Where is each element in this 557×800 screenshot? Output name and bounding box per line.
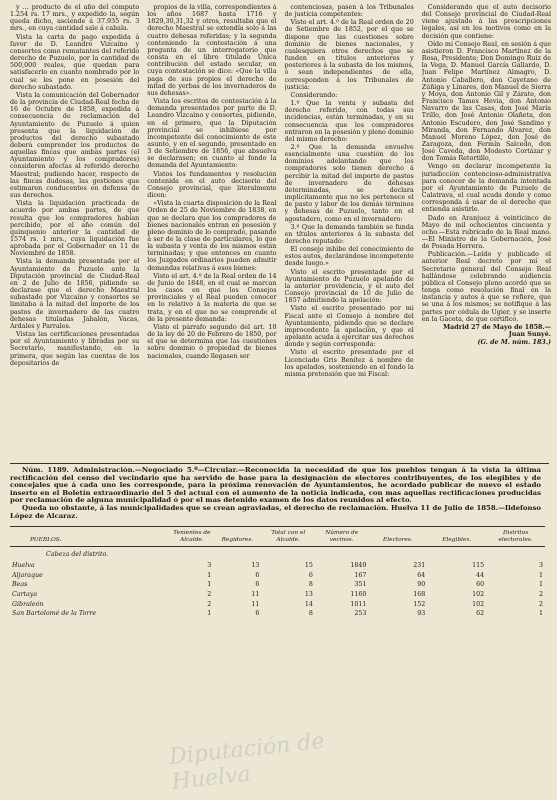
col-header-total: Total con el Alcalde. xyxy=(261,527,315,547)
paragraph: «Vista la cuarta disposición de la Real Orden de 25 de Noviembre de 1838, en que se declara que los compradores de bienes nacionales entran en posesión y pleno dominio de lo comprado, pasando á ser de la clase de particulares, lo que la subasta y venta de los mismos están terminadas; y que entonces en cuanto los Juzgados ordinarios pueden admitir demandas relativas á esos bienes: xyxy=(147,200,277,272)
value-cell: 1 xyxy=(538,571,543,579)
value-cell: 13 xyxy=(251,562,260,570)
pueblo-name-cell: Cartaya xyxy=(12,591,38,599)
paragraph: Vista la carta de pago expedida á favor de D. Leandro Vizcaíno y consortes como rematantes del referido derecho de Puzuelo, por la cantidad de 500,000 reales, que quedan para satisfacerlo en cuanto nombrado por lo cual se les pone en posesión del derecho subastado. xyxy=(10,33,140,91)
gazette-reference: (G. de M. núm. 183.) xyxy=(477,339,551,347)
value-cell: 1 xyxy=(207,571,212,579)
value-cell: 8 xyxy=(308,581,313,589)
paragraph: 1.º Que la venta y subasta del derecho referido, con todas sus incidencias, están terminadas, y en su consecuencia que los compradores entraron en la posesión y pleno dominio del mismo derecho: xyxy=(284,100,414,143)
decree-columns xyxy=(10,4,551,461)
value-cell: 6 xyxy=(255,610,260,618)
pueblo-name-cell: Beas xyxy=(12,581,28,589)
paragraph: Vista los escritos de contestación á la demanda presentados por parte de D. Leandro Vizcaíno y consortes, pidiendo, en el primero, que la Diputación provincial se inhibiese por incompetente del conocimiento de este asunto, y en el segundo, presentado en 3 de Setiembre de 1856, que absuelva se declarasen; en cuanto al fondo la demanda del Ayuntamiento: xyxy=(147,98,277,170)
value-cell: 1 xyxy=(538,610,543,618)
col-header-regidores: Regidores. xyxy=(213,527,261,547)
value-cell: 6 xyxy=(255,571,260,579)
value-cell: 1 xyxy=(207,581,212,589)
value-cell: 2 xyxy=(538,600,543,608)
value-cell: 6 xyxy=(255,581,260,589)
paragraph: 2.º Que la demanda envuelve esencialmente una cuestión de los dominios adelantando que los compradores solo tienen derecho á percibir la mitad del importe de pastos de invernadero de dehesas determinadas, se declara implícitamente que no les pertenece el de pasto y labor de los demás términos y dehesas de Puzuelo, tanto en el agostadero, como en el invernadero: xyxy=(284,143,414,223)
paragraph: y ... producto de el año del cómputo 1.254 rs. 17 mrs., y expedido la, según queda dicho, asciende á 37.935 rs. 3 mrs., en cuya cantidad sale á cabala. xyxy=(10,4,140,33)
column-3 xyxy=(285,4,414,461)
paragraph: propios de la villa, correspondientes á los años 1687 hasta 1716 y 1829,30,31,32 y otros, resultaba que el derecho Maestral se extendía solo á las cuatro dehesas referidas; y la segunda conteniendo la contestación á una pregunta de un interrogatorio que consta en el libro titulado Única contribución del estado secular, en cuya contestación se dice: «Que la villa paga de sus propios el derecho de mitad de yerbas de los invernaderos de sus dehesas». xyxy=(147,4,277,97)
value-cell: 64 xyxy=(417,571,426,579)
value-cell: 1 xyxy=(207,610,212,618)
value-cell: 62 xyxy=(476,610,485,618)
value-cell: 102 xyxy=(472,600,485,608)
paragraph: Vistas las certificaciones presentadas por el Ayuntamiento y libradas por su Secretario, manifestando, en la primera, que según las cuentas de los depositarios de xyxy=(10,331,140,367)
value-cell: 167 xyxy=(354,571,367,579)
value-cell: 14 xyxy=(304,600,313,608)
value-cell: 1011 xyxy=(350,600,367,608)
paragraph: Publicación.—Leído y publicado el anterior Real decreto por mí el Secretario general del Consejo Real hallándose celebrando audiencia pública el Consejo pleno acordó que se tenga como resolución final en la instancia y autos á que se refiere, que se una á los mismos; se notifique á las partes por cédula de Ugier, y se inserte en la Gaceta, de que certifico. xyxy=(421,251,551,323)
pueblo-name-cell: Aljaraque xyxy=(12,571,43,579)
column-1 xyxy=(10,4,139,461)
archive-watermark: Diputación de Huelva xyxy=(168,728,326,795)
value-cell: 253 xyxy=(354,610,367,618)
paragraph: contenciosas, pasen á los Tribunales de justicia competentes: xyxy=(284,4,414,19)
pueblo-name-cell: San Bartolomé de la Torre xyxy=(12,610,97,618)
table-row xyxy=(10,561,545,571)
value-cell: 152 xyxy=(413,600,426,608)
value-cell: 60 xyxy=(476,581,485,589)
table-row xyxy=(10,590,545,600)
paragraph: Considerando: xyxy=(290,91,338,99)
paragraph: El consejo inhibe del conocimiento de estos autos, declarándose incompetente desde luego.» xyxy=(284,246,414,268)
paragraph: Visto el art. 4.º de la Real orden de 20 de Setiembre de 1852, por el que se dispone que las cuestiones sobre dominio de bienes nacionales, y cualesquiera otros derechos que se funden en títulos anteriores y posteriores á la subasta de los mismos, ó sean independientes de ella, corresponden á los Tribunales de justicia: xyxy=(284,19,414,91)
paragraph: Dado en Aranjuez á veinticinco de Mayo de mil ochocientos cincuenta y ocho.—Está rubricado de la Real mano.—El Ministro de la Gobernación, José de Posada Herrera. xyxy=(421,214,551,251)
value-cell: 115 xyxy=(472,562,485,570)
value-cell: 2 xyxy=(207,600,212,608)
col-header-vecinos: Número de vecinos. xyxy=(315,527,369,547)
value-cell: 15 xyxy=(304,562,313,570)
value-cell: 44 xyxy=(476,571,485,579)
value-cell: 1160 xyxy=(350,591,367,599)
paragraph: Visto el escrito presentado por mi Fiscal ante el Consejo á nombre del Ayuntamiento, pidiendo que se declare improcedente la apelación, y que el apelante acuda á ejercitar sus derechos donde y según corresponda: xyxy=(284,305,414,349)
col-header-electores: Electores. xyxy=(368,527,427,547)
signature-line: Madrid 27 de Mayo de 1858.—Juan Sunyé. xyxy=(443,323,551,339)
column-4 xyxy=(422,4,551,461)
paragraph: Visto el escrito presentado por el Ayuntamiento de Puzuelo apelando de la anterior providencia, y el auto del Consejo provincial de 10 de Julio de 1857 admitiendo la apelación: xyxy=(284,268,414,305)
section-label: Cabeza del distrito. xyxy=(46,550,109,558)
paragraph: 3.º Que la demanda también se funda en títulos anteriores á la subasta del derecho reputado: xyxy=(284,223,414,245)
paragraph: Visto el art. 4.º de la Real orden de 14 de Junio de 1848, en el cual se marcan los casos en que los Consejos provinciales y el Real pueden conocer en lo relativo á la materia de que se trata, y en el que no se comprende el de la presente demanda: xyxy=(147,272,277,323)
value-cell: 351 xyxy=(354,581,367,589)
value-cell: 2 xyxy=(207,591,212,599)
col-header-distritos: Distritos electorales. xyxy=(486,527,545,547)
census-table xyxy=(10,526,545,618)
paragraph: Vista la demanda presentada por el Ayuntamiento de Puzuelo ante la Diputación provincial de Ciudad-Real en 2 de Julio de 1856, pidiendo se declarase que el derecho Maestral subastado por Vizcaíno y consortes se limitaba á la mitad del importe de los pastos de invernadero de las cuatro dehesas tituladas Jabalón, Vacas, Ardales y Parrales. xyxy=(10,258,140,330)
paragraph: Visto el párrafo segundo del art. 10 de la ley de 20 de Febrero de 1850, por el que se determina que las cuestiones sobre dominio ó propiedad de bienes nacionales, cuando llegasen ser xyxy=(147,323,277,360)
col-header-elegibles: Elegibles. xyxy=(427,527,486,547)
table-header-row xyxy=(10,527,545,547)
value-cell: 2 xyxy=(538,591,543,599)
circular-notice xyxy=(10,467,551,520)
value-cell: 3 xyxy=(538,562,543,570)
section-label-row xyxy=(10,546,545,561)
paragraph: Considerando que el auto decisorio del Consejo provincial de Ciudad-Real viene ajustado á las prescripciones legales, así en los motivos como en la decisión que contiene: xyxy=(421,4,551,40)
value-cell: 13 xyxy=(304,591,313,599)
notice-paragraph: Queda no obstante, á las municipalidades que se crean agraviadas, el derecho de reclamación. Huelva 11 de Julio de 1858.—Ildefonso López de Alcaraz. xyxy=(10,503,541,520)
table-row xyxy=(10,609,545,619)
col-header-pueblos: PUEBLOS. xyxy=(10,527,171,547)
section-divider xyxy=(10,463,549,464)
table-row xyxy=(10,580,545,590)
value-cell: 168 xyxy=(413,591,426,599)
paragraph: Oído mi Consejo Real, en sesión á que asistieron D. Francisco Martínez de la Rosa, Presidente; Don Domingo Ruiz de la Vega, D. Manuel García Gallardo, D. Juan Felipe Martínez Almagro, D. Antonio Caballero, don Cayetano de Zúñiga y Linares, don Manuel de Sierra y Moya, don Antonio Gil y Zárate, don Francisco Tames Hevia, don Antonio Navarro de las Casas, don José María Trillo, don José Antonio Olañeta, don Antonio Escudero, don José Sandino y Miranda, don Fernando Álvarez, don Manuel Moreno López, don José de Zaragoza, don Fermín Salcedo, don José Caveda, don Modesto Cortázar y don Tomás Retortillo, xyxy=(421,40,551,163)
paragraph: Vistos los fundamentos y resolución contenida en el auto decisorio del Consejo provincial, que literalmente dicen: xyxy=(147,170,277,200)
paragraph: Vengo en declarar incompetente la jurisdicción contencioso-administrativa para conocer de la demanda intentada por el Ayuntamiento de Puzuelo de Calatrava, el cual acuda donde y como corresponda á usar de el derecho que entienda asistirle. xyxy=(421,163,551,214)
value-cell: 8 xyxy=(308,610,313,618)
table-row xyxy=(10,599,545,609)
pueblo-name-cell: Huelva xyxy=(12,562,35,570)
census-table-wrapper xyxy=(10,526,551,618)
value-cell: 3 xyxy=(207,562,212,570)
value-cell: 102 xyxy=(472,591,485,599)
value-cell: 231 xyxy=(413,562,426,570)
value-cell: 1849 xyxy=(350,562,367,570)
value-cell: 11 xyxy=(251,600,260,608)
value-cell: 1 xyxy=(538,581,543,589)
value-cell: 90 xyxy=(417,581,426,589)
paragraph: Vista la liquidación practicada de acuerdo por ambas partes, de que resulta que los compradores habían percibido, por el año común del quinquenio anterior la cantidad de 1574 rs. 1 mrs., cuya liquidación fue aprobada por el Gobernador en 11 de Noviembre de 1858. xyxy=(10,200,140,258)
value-cell: 6 xyxy=(308,571,313,579)
paragraph: Visto el escrito presentado por el Licenciado Gris Benítez á nombre de los apelados, sosteniendo en el fondo la misma pretensión que mi Fiscal: xyxy=(284,349,414,378)
col-header-tenientes: Tenientes de Alcalde. xyxy=(171,527,214,547)
paragraph: Vista la comunicación del Gobernador de la provincia de Ciudad-Real fecha de 16 de Octubre de 1858, expedida á consecuencia de reclamación del Ayuntamiento de Puzuelo á quien presenta que la liquidación de productos del derecho subastado deberá comprender los productos de aquellas fincas que ambas partes (el Ayuntamiento y los compradores) consideren afectas al referido derecho Maestral; pudiendo hacer, respecto de las fincas dudosas, las gestiones que estimaren conducentes en defensa de sus derechos. xyxy=(10,91,140,200)
column-2 xyxy=(147,4,276,461)
value-cell: 11 xyxy=(251,591,260,599)
notice-paragraph: Núm. 1189. Administración.—Negociado 5.º—Circular.—Reconocida la necesidad de que los pueblos tengan á la vista la última rectificación del censo del vecindario que ha servido de base para la designación de electores contribuyentes, de los elegibles y de concejales que á cada uno les corresponde, para la próxima renovación de Ayuntamientos, he acordado publicar de nuevo el estado inserto en el Boletín extraordinario del 5 del actual con el aumento de la noticia indicada, con mas aquellas rectificaciones producidas por reclamación de alguna municipalidad ó por el mas detenido examen de los datos reunidos al efecto. xyxy=(10,466,541,505)
table-row xyxy=(10,571,545,581)
pueblo-name-cell: Gibraleón xyxy=(12,600,44,608)
value-cell: 93 xyxy=(417,610,426,618)
